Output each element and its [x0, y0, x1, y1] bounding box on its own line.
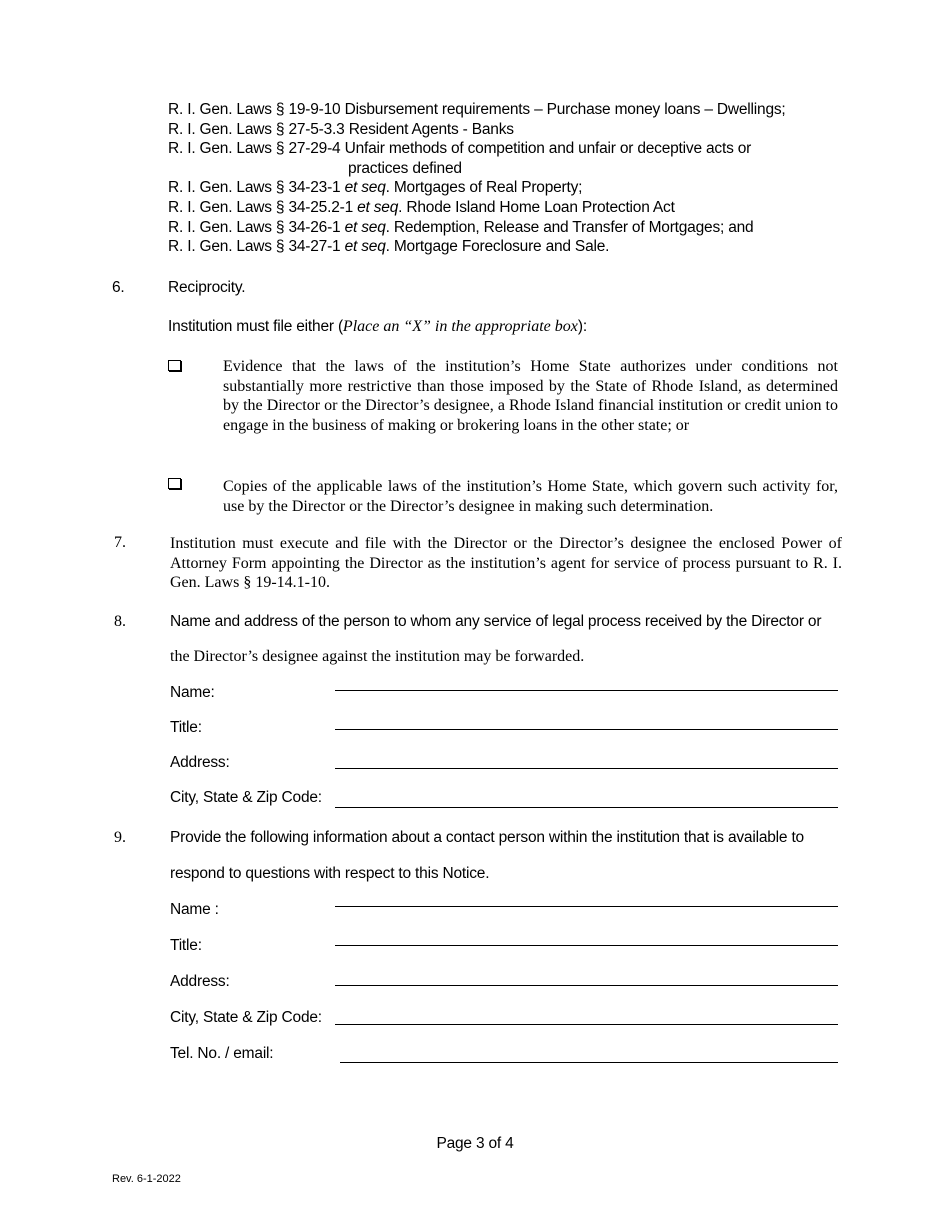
law-reference: R. I. Gen. Laws § 34-23-1 et seq. Mortgages of Real Property; — [168, 179, 583, 197]
forwarding-name-label: Name: — [170, 684, 215, 701]
contact-name-field[interactable] — [335, 906, 838, 907]
section-6-number: 6. — [112, 279, 125, 296]
forwarding-name-field[interactable] — [335, 690, 838, 691]
section-9-line-2: respond to questions with respect to this Notice. — [170, 865, 490, 882]
law-reference: R. I. Gen. Laws § 27-29-4 Unfair methods of competition and unfair or deceptive acts or — [168, 140, 752, 158]
contact-title-field[interactable] — [335, 945, 838, 946]
section-6-title: Reciprocity. — [168, 279, 246, 296]
page-number: Page 3 of 4 — [436, 1135, 514, 1152]
option-2-text: Copies of the applicable laws of the institution’s Home State, which govern such activity for, use by the Director or the Director’s designee in making such determination. — [223, 478, 838, 515]
contact-address-label: Address: — [170, 973, 230, 990]
section-9-line-1: Provide the following information about a contact person within the institution that is available to — [170, 829, 804, 846]
forwarding-address-field[interactable] — [335, 768, 838, 769]
option-2-checkbox[interactable] — [168, 478, 181, 489]
section-8-line-1: Name and address of the person to whom any service of legal process received by the Director or — [170, 613, 822, 630]
option-1-checkbox[interactable] — [168, 360, 181, 371]
forwarding-title-label: Title: — [170, 719, 202, 736]
revision-date: Rev. 6-1-2022 — [112, 1173, 181, 1185]
law-references-list — [168, 100, 786, 257]
section-6-instruction: Institution must file either (Place an “X” in the appropriate box): — [168, 318, 587, 335]
contact-city-field[interactable] — [335, 1024, 838, 1025]
law-reference: R. I. Gen. Laws § 34-27-1 et seq. Mortgage Foreclosure and Sale. — [168, 238, 610, 256]
section-7-number: 7. — [114, 534, 126, 551]
section-7-text: Institution must execute and file with the Director or the Director’s designee the enclosed Power of Attorney Form appointing the Director as the institution’s agent for service of process pursuant to R. I. Gen. Laws § 19-14.1-10. — [170, 535, 842, 592]
law-reference-continuation: practices defined — [348, 159, 462, 177]
contact-tel-email-field[interactable] — [340, 1062, 838, 1063]
forwarding-city-label: City, State & Zip Code: — [170, 789, 322, 806]
option-1-text: Evidence that the laws of the institution’s Home State authorizes under conditions not substantially more restrictive than those imposed by the State of Rhode Island, as determined by the Director or the Director’s designee, a Rhode Island financial institution or credit union to engage in the business of making or brokering loans in the other state; or — [223, 358, 838, 434]
contact-address-field[interactable] — [335, 985, 838, 986]
contact-city-label: City, State & Zip Code: — [170, 1009, 322, 1026]
forwarding-title-field[interactable] — [335, 729, 838, 730]
law-reference: R. I. Gen. Laws § 19-9-10 Disbursement requirements – Purchase money loans – Dwellings; — [168, 101, 786, 118]
section-8-line-2: the Director’s designee against the institution may be forwarded. — [170, 648, 585, 665]
section-8-number: 8. — [114, 613, 126, 630]
section-9-number: 9. — [114, 829, 126, 846]
forwarding-address-label: Address: — [170, 754, 230, 771]
law-reference: R. I. Gen. Laws § 34-26-1 et seq. Redemption, Release and Transfer of Mortgages; and — [168, 218, 754, 236]
contact-title-label: Title: — [170, 937, 202, 954]
law-reference: R. I. Gen. Laws § 27-5-3.3 Resident Agents - Banks — [168, 120, 514, 138]
law-reference: R. I. Gen. Laws § 34-25.2-1 et seq. Rhode Island Home Loan Protection Act — [168, 198, 675, 216]
forwarding-city-field[interactable] — [335, 807, 838, 808]
contact-name-label: Name : — [170, 901, 219, 918]
contact-tel-email-label: Tel. No. / email: — [170, 1045, 274, 1062]
